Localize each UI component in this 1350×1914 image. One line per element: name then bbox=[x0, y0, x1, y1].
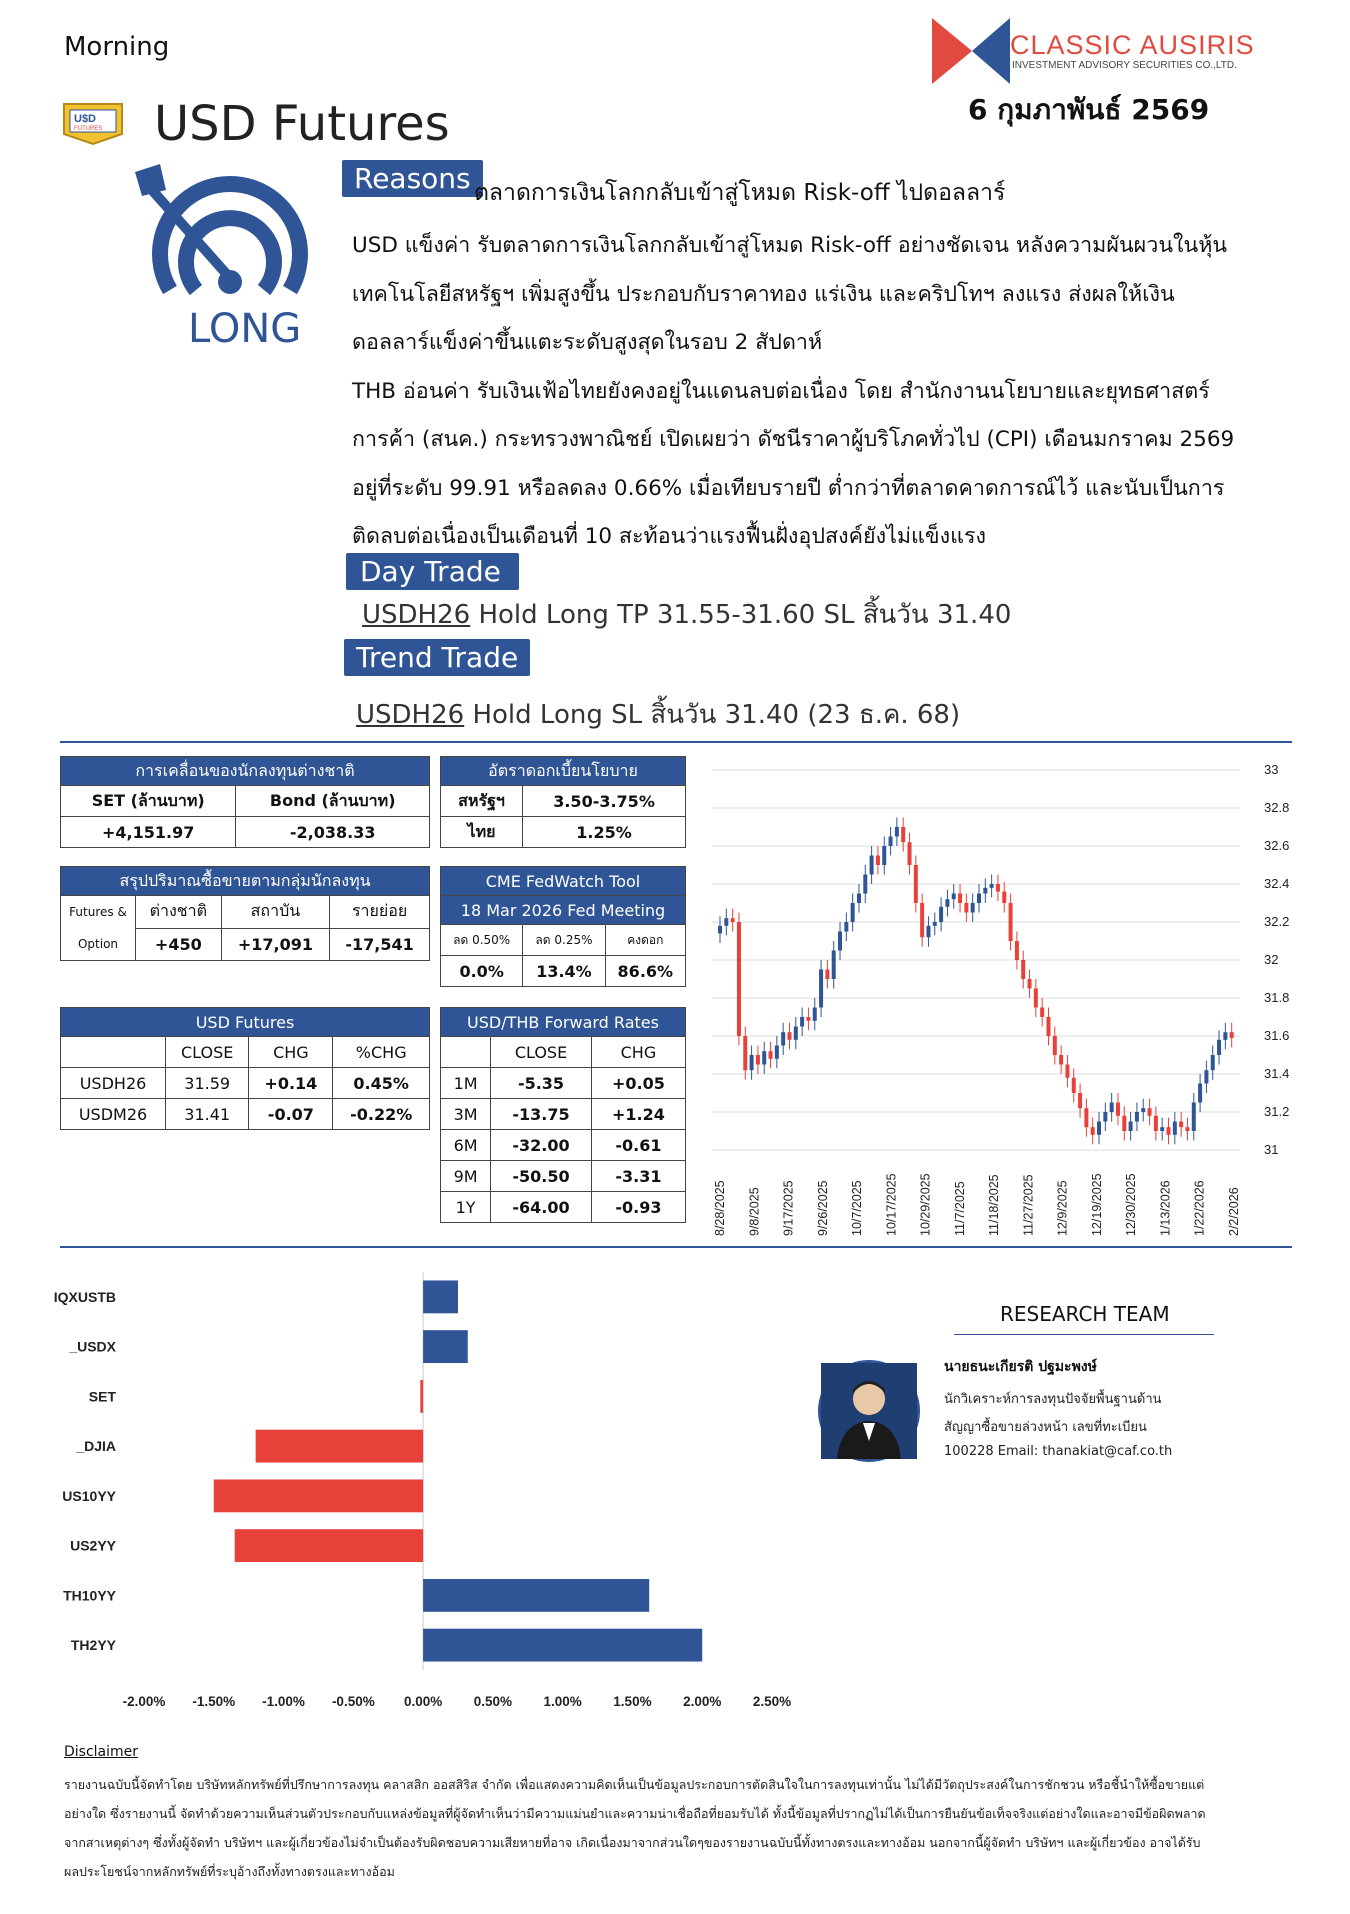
candle-x-tick-label: 11/7/2025 bbox=[952, 1181, 967, 1236]
bar-category-label: IQXUSTB bbox=[53, 1288, 116, 1305]
disclaimer-heading: Disclaimer bbox=[64, 1744, 139, 1760]
bar-x-tick-label: 0.50% bbox=[473, 1694, 513, 1709]
candle-body bbox=[1097, 1122, 1101, 1135]
usd-futures-close: 31.59 bbox=[166, 1068, 249, 1099]
bar-mark bbox=[256, 1430, 423, 1463]
fedwatch-header: ลด 0.50% bbox=[441, 925, 523, 956]
bar-mark bbox=[423, 1629, 702, 1662]
candle-body bbox=[1204, 1070, 1208, 1083]
bar-mark bbox=[423, 1280, 458, 1313]
candle-body bbox=[1084, 1108, 1088, 1127]
fedwatch-table bbox=[440, 866, 686, 987]
forward-chg: +0.05 bbox=[591, 1068, 685, 1099]
bar-category-label: US10YY bbox=[62, 1487, 116, 1504]
usd-futures-table bbox=[60, 1007, 430, 1130]
policy-rate-value: 3.50-3.75% bbox=[523, 786, 686, 817]
candle-body bbox=[901, 827, 905, 842]
trend-trade-text: Hold Long SL สิ้นวัน 31.40 (23 ธ.ค. 68) bbox=[464, 700, 961, 730]
candle-body bbox=[977, 894, 981, 904]
candle-body bbox=[964, 903, 968, 913]
candle-body bbox=[870, 856, 874, 875]
candle-body bbox=[800, 1017, 804, 1027]
day-trade-label: Day Trade bbox=[346, 553, 519, 590]
candle-body bbox=[1148, 1108, 1152, 1116]
candle-y-tick-label: 32.2 bbox=[1264, 914, 1290, 929]
forward-tenor: 1M bbox=[441, 1068, 491, 1099]
usd-futures-symbol: USDM26 bbox=[61, 1099, 166, 1130]
forward-rates-header: CLOSE bbox=[491, 1037, 592, 1068]
foreign-flow-col-set: SET (ล้านบาท) bbox=[61, 786, 236, 817]
candle-x-tick-label: 9/26/2025 bbox=[815, 1180, 830, 1236]
fedwatch-value: 13.4% bbox=[523, 956, 605, 987]
candle-x-tick-label: 2/2/2026 bbox=[1227, 1187, 1241, 1236]
candle-body bbox=[926, 926, 930, 937]
candle-body bbox=[1091, 1127, 1095, 1135]
forward-close: -50.50 bbox=[491, 1161, 592, 1192]
candle-body bbox=[851, 903, 855, 922]
candle-x-tick-label: 12/30/2025 bbox=[1124, 1173, 1139, 1236]
candle-x-tick-label: 9/8/2025 bbox=[747, 1187, 762, 1236]
forward-close: -64.00 bbox=[491, 1192, 592, 1223]
bar-x-tick-label: 0.00% bbox=[403, 1694, 443, 1709]
forward-rates-table bbox=[440, 1007, 686, 1223]
forward-chg: +1.24 bbox=[591, 1099, 685, 1130]
candle-body bbox=[952, 894, 956, 900]
candle-body bbox=[813, 1008, 817, 1021]
candle-y-tick-label: 31.8 bbox=[1264, 990, 1290, 1005]
thb-paragraph-line: อยู่ที่ระดับ 99.91 หรือลดลง 0.66% เมื่อเทียบรายปี ต่ำกว่าที่ตลาดคาดการณ์ไว้ และนับเป็นการ bbox=[352, 475, 1225, 501]
page-title: USD Futures bbox=[154, 96, 450, 152]
usd-futures-pchg: -0.22% bbox=[333, 1099, 430, 1130]
usd-futures-chg: -0.07 bbox=[249, 1099, 333, 1130]
candle-body bbox=[1065, 1065, 1069, 1078]
bar-category-label: _DJIA bbox=[76, 1438, 116, 1455]
usd-futures-badge-icon bbox=[60, 100, 126, 146]
foreign-flow-title: การเคลื่อนของนักลงทุนต่างชาติ bbox=[61, 757, 430, 786]
investor-summary-value: +17,091 bbox=[221, 928, 330, 961]
trend-trade-line bbox=[356, 694, 960, 735]
forward-rates-header: CHG bbox=[591, 1037, 685, 1068]
bar-mark bbox=[420, 1380, 423, 1413]
foreign-flow-bond-value: -2,038.33 bbox=[236, 817, 430, 848]
candle-body bbox=[958, 894, 962, 904]
candle-body bbox=[775, 1046, 779, 1059]
research-team-heading: RESEARCH TEAM bbox=[1000, 1302, 1170, 1326]
candle-body bbox=[876, 856, 880, 866]
day-trade-symbol: USDH26 bbox=[362, 600, 471, 630]
fedwatch-value: 86.6% bbox=[605, 956, 685, 987]
bar-x-tick-label: -1.00% bbox=[262, 1694, 305, 1709]
candle-body bbox=[819, 970, 823, 1008]
reasons-label: Reasons bbox=[342, 160, 483, 197]
candle-y-tick-label: 32.4 bbox=[1264, 876, 1290, 891]
usd-futures-symbol: USDH26 bbox=[61, 1068, 166, 1099]
candle-body bbox=[1129, 1122, 1133, 1132]
candle-body bbox=[857, 894, 861, 904]
analyst-portrait-icon bbox=[821, 1363, 917, 1459]
policy-rate-country: สหรัฐฯ bbox=[441, 786, 523, 817]
usd-futures-candlestick-chart bbox=[700, 750, 1300, 1250]
investor-summary-header: สถาบัน bbox=[221, 896, 330, 929]
candle-body bbox=[983, 888, 987, 894]
candle-x-tick-label: 10/7/2025 bbox=[850, 1180, 865, 1236]
target-dart-icon bbox=[130, 150, 310, 300]
candle-body bbox=[743, 1036, 747, 1070]
section-divider bbox=[60, 1246, 1292, 1248]
edition-label: Morning bbox=[64, 32, 170, 62]
policy-rate-value: 1.25% bbox=[523, 817, 686, 848]
candle-body bbox=[825, 970, 829, 980]
foreign-flow-set-value: +4,151.97 bbox=[61, 817, 236, 848]
investor-summary-value: +450 bbox=[136, 928, 222, 961]
candle-body bbox=[1046, 1017, 1050, 1036]
candle-body bbox=[1040, 1008, 1044, 1018]
candle-y-tick-label: 31.4 bbox=[1264, 1066, 1290, 1081]
svg-text:U$D: U$D bbox=[74, 113, 97, 125]
candle-body bbox=[1192, 1103, 1196, 1132]
candle-y-tick-label: 33 bbox=[1264, 762, 1279, 777]
fedwatch-meeting: 18 Mar 2026 Fed Meeting bbox=[441, 896, 686, 925]
candle-body bbox=[838, 932, 842, 951]
candle-body bbox=[1015, 941, 1019, 960]
candle-body bbox=[724, 918, 728, 926]
svg-text:FUTURES: FUTURES bbox=[74, 126, 103, 132]
investor-summary-table bbox=[60, 866, 430, 961]
candle-body bbox=[1198, 1084, 1202, 1103]
forward-tenor: 9M bbox=[441, 1161, 491, 1192]
candle-body bbox=[889, 837, 893, 847]
candle-body bbox=[914, 865, 918, 903]
candle-body bbox=[1141, 1108, 1145, 1112]
candle-body bbox=[1078, 1093, 1082, 1108]
candle-x-tick-label: 12/9/2025 bbox=[1055, 1180, 1070, 1236]
candle-body bbox=[1135, 1112, 1139, 1122]
policy-rate-country: ไทย bbox=[441, 817, 523, 848]
forward-tenor: 3M bbox=[441, 1099, 491, 1130]
thb-paragraph-line: THB อ่อนค่า รับเงินเฟ้อไทยยังคงอยู่ในแดนลบต่อเนื่อง โดย สำนักงานนโยบายและยุทธศาสตร์ bbox=[352, 378, 1210, 404]
bar-category-label: SET bbox=[88, 1388, 116, 1405]
bar-mark bbox=[423, 1330, 468, 1363]
analyst-title: นักวิเคราะห์การลงทุนปัจจัยพื้นฐานด้าน bbox=[944, 1392, 1162, 1407]
candle-x-tick-label: 9/17/2025 bbox=[781, 1180, 796, 1236]
research-team-underline bbox=[954, 1334, 1214, 1335]
candle-body bbox=[794, 1027, 798, 1040]
candle-body bbox=[990, 884, 994, 888]
candle-body bbox=[787, 1032, 791, 1040]
candle-body bbox=[1223, 1032, 1227, 1040]
fedwatch-title: CME FedWatch Tool bbox=[441, 867, 686, 896]
candle-body bbox=[1230, 1032, 1234, 1038]
day-trade-text: Hold Long TP 31.55-31.60 SL สิ้นวัน 31.40 bbox=[470, 600, 1012, 630]
candle-y-tick-label: 31 bbox=[1264, 1142, 1279, 1157]
usd-paragraph-line: เทคโนโลยีสหรัฐฯ เพิ่มสูงขึ้น ประกอบกับราคาทอง แร่เงิน และคริปโทฯ ลงแรง ส่งผลให้เงิน bbox=[352, 281, 1175, 307]
foreign-flow-table bbox=[60, 756, 430, 848]
usd-paragraph-line: USD แข็งค่า รับตลาดการเงินโลกกลับเข้าสู่โหมด Risk-off อย่างชัดเจน หลังความผันผวนในหุ้น bbox=[352, 233, 1228, 258]
trend-trade-label: Trend Trade bbox=[344, 639, 530, 676]
candle-body bbox=[844, 922, 848, 932]
reasons-body bbox=[352, 222, 1302, 562]
candle-x-tick-label: 12/19/2025 bbox=[1089, 1173, 1104, 1236]
thb-paragraph-line: การค้า (สนค.) กระทรวงพาณิชย์ เปิดเผยว่า ดัชนีราคาผู้บริโภคทั่วไป (CPI) เดือนมกราคม 2569 bbox=[352, 427, 1235, 452]
candle-body bbox=[908, 842, 912, 865]
foreign-flow-col-bond: Bond (ล้านบาท) bbox=[236, 786, 430, 817]
candle-body bbox=[971, 903, 975, 913]
analyst-email: 100228 Email: thanakiat@caf.co.th bbox=[944, 1444, 1173, 1459]
forward-rates-title: USD/THB Forward Rates bbox=[441, 1008, 686, 1037]
forward-close: -5.35 bbox=[491, 1068, 592, 1099]
candle-body bbox=[756, 1055, 760, 1065]
candle-body bbox=[718, 926, 722, 934]
candle-y-tick-label: 32 bbox=[1264, 952, 1279, 967]
candle-body bbox=[1122, 1116, 1126, 1131]
bar-mark bbox=[235, 1529, 423, 1562]
candle-body bbox=[1034, 989, 1038, 1008]
usd-futures-chg: +0.14 bbox=[249, 1068, 333, 1099]
forward-tenor: 6M bbox=[441, 1130, 491, 1161]
disclaimer-line: จากสาเหตุต่างๆ ซึ่งทั้งผู้จัดทำ บริษัทฯ และผู้เกี่ยวข้องไม่จำเป็นต้องรับผิดชอบความเสียหายที่อาจ เกิดเนื่องมาจากส่วนใดๆของรายงานฉบับนี้ทั้งทางตรงและทางอ้อม นอกจากนี้ผู้จัดทำ บริษัทฯ และผู้เกี่ยวข้อง อาจได้รับ bbox=[64, 1835, 1201, 1850]
forward-close: -32.00 bbox=[491, 1130, 592, 1161]
candle-y-tick-label: 32.6 bbox=[1264, 838, 1290, 853]
candle-body bbox=[1053, 1036, 1057, 1055]
usd-futures-header: CHG bbox=[249, 1037, 333, 1068]
bar-x-tick-label: -2.00% bbox=[122, 1694, 166, 1709]
candle-body bbox=[1021, 960, 1025, 979]
bar-category-label: TH10YY bbox=[63, 1587, 116, 1604]
candle-body bbox=[945, 899, 949, 907]
usd-futures-header: %CHG bbox=[333, 1037, 430, 1068]
candle-y-tick-label: 31.6 bbox=[1264, 1028, 1290, 1043]
investor-summary-title: สรุปปริมาณซื้อขายตามกลุ่มนักลงทุน bbox=[61, 867, 430, 896]
candle-body bbox=[939, 907, 943, 922]
report-date: 6 กุมภาพันธ์ 2569 bbox=[968, 93, 1210, 126]
bar-category-label: US2YY bbox=[70, 1537, 116, 1554]
candle-body bbox=[1028, 979, 1032, 989]
candle-y-tick-label: 31.2 bbox=[1264, 1104, 1290, 1119]
investor-summary-value: -17,541 bbox=[330, 928, 430, 961]
candle-body bbox=[1185, 1127, 1189, 1131]
candle-body bbox=[863, 875, 867, 894]
candle-body bbox=[1173, 1122, 1177, 1135]
market-change-bar-chart bbox=[53, 1260, 792, 1720]
company-name: CLASSIC AUSIRIS bbox=[1010, 30, 1255, 60]
bar-category-label: TH2YY bbox=[70, 1637, 116, 1654]
candle-body bbox=[806, 1017, 810, 1021]
forward-chg: -0.61 bbox=[591, 1130, 685, 1161]
bar-mark bbox=[214, 1479, 423, 1512]
usd-futures-pchg: 0.45% bbox=[333, 1068, 430, 1099]
analyst-avatar bbox=[818, 1360, 920, 1462]
candle-body bbox=[882, 846, 886, 865]
reasons-headline: ตลาดการเงินโลกกลับเข้าสู่โหมด Risk-off ไปดอลลาร์ bbox=[474, 180, 1006, 206]
candle-body bbox=[1009, 903, 1013, 941]
bar-x-tick-label: 1.00% bbox=[543, 1694, 582, 1709]
forward-tenor: 1Y bbox=[441, 1192, 491, 1223]
candle-body bbox=[1167, 1127, 1171, 1135]
forward-chg: -0.93 bbox=[591, 1192, 685, 1223]
candle-body bbox=[1110, 1103, 1114, 1113]
policy-rate-table bbox=[440, 756, 686, 848]
usd-paragraph-line: ดอลลาร์แข็งค่าขึ้นแตะระดับสูงสุดในรอบ 2 สัปดาห์ bbox=[352, 330, 823, 355]
candle-x-tick-label: 1/13/2026 bbox=[1158, 1180, 1173, 1236]
candle-x-tick-label: 8/28/2025 bbox=[713, 1180, 727, 1236]
investor-summary-label: Futures & Option bbox=[61, 896, 136, 961]
candle-body bbox=[1116, 1103, 1120, 1116]
candle-body bbox=[1103, 1112, 1107, 1122]
disclaimer-line: ผลประโยชน์จากหลักทรัพย์ที่ระบุอ้างถึงทั้งทางตรงและทางอ้อม bbox=[64, 1864, 395, 1879]
candle-x-tick-label: 1/22/2026 bbox=[1192, 1180, 1207, 1236]
candle-x-tick-label: 10/29/2025 bbox=[918, 1173, 933, 1236]
candle-body bbox=[895, 827, 899, 837]
candle-x-tick-label: 10/17/2025 bbox=[884, 1173, 899, 1236]
bar-category-label: _USDX bbox=[69, 1338, 116, 1355]
candle-body bbox=[1179, 1122, 1183, 1128]
company-subtitle: INVESTMENT ADVISORY SECURITIES CO.,LTD. bbox=[1012, 60, 1237, 71]
candle-body bbox=[762, 1051, 766, 1064]
disclaimer-line: รายงานฉบับนี้จัดทำโดย บริษัทหลักทรัพย์ที่ปรึกษาการลงทุน คลาสสิก ออสสิริส จำกัด เพื่อแสดงความคิดเห็นเป็นข้อมูลประกอบการตัดสินใจในการลงทุนเท่านั้น ไม่ได้มีวัตถุประสงค์ในการชักชวน หรือชี้นำให้ซื้อขายแต่ bbox=[64, 1777, 1205, 1792]
bar-x-tick-label: -1.50% bbox=[192, 1694, 236, 1709]
candle-body bbox=[1211, 1055, 1215, 1070]
candle-body bbox=[737, 922, 741, 1036]
forward-chg: -3.31 bbox=[591, 1161, 685, 1192]
candle-body bbox=[731, 918, 735, 922]
section-divider bbox=[60, 741, 1292, 743]
disclaimer-text bbox=[64, 1770, 1284, 1886]
usd-futures-header bbox=[61, 1037, 166, 1068]
forward-rates-header bbox=[441, 1037, 491, 1068]
analyst-license: สัญญาซื้อขายล่วงหน้า เลขที่ทะเบียน bbox=[944, 1420, 1147, 1435]
usd-futures-close: 31.41 bbox=[166, 1099, 249, 1130]
fedwatch-header: ลด 0.25% bbox=[523, 925, 605, 956]
bar-x-tick-label: -0.50% bbox=[331, 1694, 375, 1709]
bar-mark bbox=[423, 1579, 649, 1612]
day-trade-line bbox=[362, 594, 1011, 635]
investor-summary-header: รายย่อย bbox=[330, 896, 430, 929]
candle-body bbox=[1072, 1078, 1076, 1093]
forward-close: -13.75 bbox=[491, 1099, 592, 1130]
candle-body bbox=[1217, 1040, 1221, 1055]
candle-body bbox=[996, 884, 1000, 892]
candle-body bbox=[769, 1051, 773, 1059]
candle-body bbox=[781, 1032, 785, 1045]
candle-body bbox=[832, 951, 836, 980]
thb-paragraph-line: ติดลบต่อเนื่องเป็นเดือนที่ 10 สะท้อนว่าแรงฟื้นฝั่งอุปสงค์ยังไม่แข็งแรง bbox=[352, 524, 987, 549]
fedwatch-value: 0.0% bbox=[441, 956, 523, 987]
candle-x-tick-label: 11/18/2025 bbox=[987, 1174, 1002, 1236]
bar-x-tick-label: 2.00% bbox=[683, 1694, 722, 1709]
fedwatch-header: คงดอก bbox=[605, 925, 685, 956]
candle-body bbox=[1002, 892, 1006, 903]
candle-body bbox=[933, 922, 937, 926]
candle-x-tick-label: 11/27/2025 bbox=[1021, 1174, 1036, 1236]
signal-label: LONG bbox=[188, 306, 302, 352]
trend-trade-symbol: USDH26 bbox=[356, 700, 465, 730]
bar-x-tick-label: 2.50% bbox=[752, 1694, 792, 1709]
policy-rate-title: อัตราดอกเบี้ยนโยบาย bbox=[441, 757, 686, 786]
bar-x-tick-label: 1.50% bbox=[613, 1694, 652, 1709]
investor-summary-header: ต่างชาติ bbox=[136, 896, 222, 929]
candle-body bbox=[1154, 1116, 1158, 1131]
company-logo-mark bbox=[932, 18, 1010, 84]
usd-futures-header: CLOSE bbox=[166, 1037, 249, 1068]
candle-y-tick-label: 32.8 bbox=[1264, 800, 1290, 815]
candle-body bbox=[1059, 1055, 1063, 1065]
candle-body bbox=[1160, 1127, 1164, 1131]
candle-body bbox=[750, 1055, 754, 1070]
analyst-name: นายธนะเกียรติ ปฐมะพงษ์ bbox=[944, 1359, 1097, 1375]
usd-futures-title: USD Futures bbox=[61, 1008, 430, 1037]
disclaimer-line: อย่างใด ซึ่งรายงานนี้ จัดทำด้วยความเห็นส่วนตัวประกอบกับแหล่งข้อมูลที่ผู้จัดทำเห็นว่ามีความแม่นยำและความน่าเชื่อถือที่ยอมรับได้ ทั้งนี้ข้อมูลที่ปรากฏไม่ได้เป็นการยืนยันข้อเท็จจริงแต่อย่างใดและอาจมีข้อผิดพลาด bbox=[64, 1806, 1206, 1821]
candle-body bbox=[920, 903, 924, 937]
